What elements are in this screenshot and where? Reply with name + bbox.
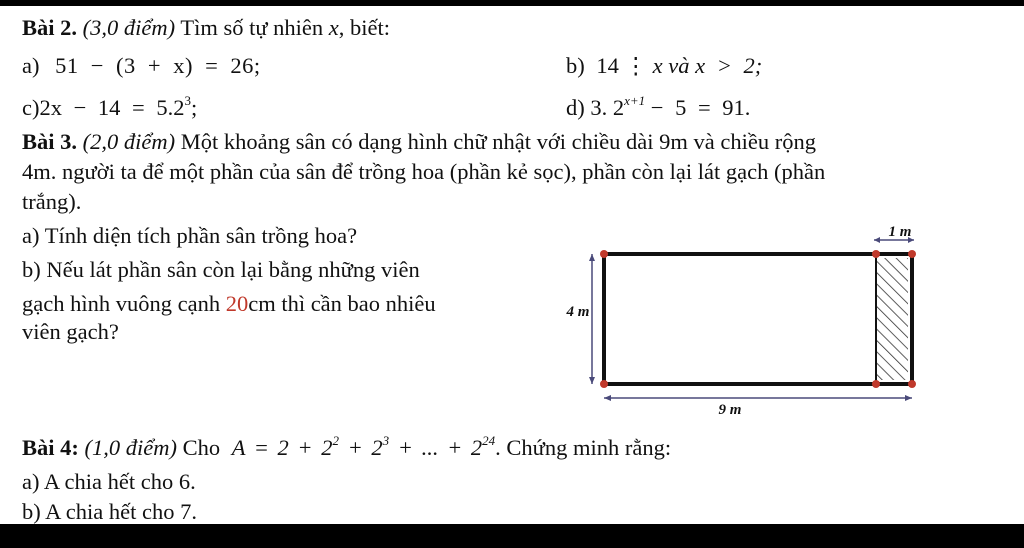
bai3-label: Bài 3. xyxy=(22,129,78,154)
corner-point xyxy=(600,250,608,258)
bai2-c-exponent: 3 xyxy=(184,93,191,108)
bai4-exp-2: 2 xyxy=(332,433,339,448)
bai2-c-end: ; xyxy=(191,95,198,120)
bai2-d-expression-start: 3. 2 xyxy=(590,95,625,120)
corner-point xyxy=(600,380,608,388)
bai2-points: (3,0 điểm) xyxy=(82,15,176,40)
bai2-d-exponent: x+1 xyxy=(624,93,646,108)
top-arrow-left xyxy=(874,237,880,243)
bai4-exp-24: 24 xyxy=(482,433,496,448)
bai4-points: (1,0 điểm) xyxy=(84,435,177,460)
left-arrow-bottom xyxy=(589,377,595,384)
bai2-part-a xyxy=(22,52,261,80)
corner-point xyxy=(872,250,880,258)
corner-point xyxy=(908,250,916,258)
bai3-part-a: a) Tính diện tích phần sân trồng hoa? xyxy=(22,223,358,248)
bai3-part-b-line3: viên gạch? xyxy=(22,319,119,344)
bai2-c-expression: 2x − 14 = 5.2 xyxy=(39,95,185,120)
bai2-d-expression-end: − 5 = 91. xyxy=(650,95,751,120)
bai2-part-b xyxy=(566,52,762,80)
bai4-title-end: . Chứng minh rằng: xyxy=(495,435,672,460)
bai2-b-divides-symbol: ⋮ xyxy=(624,53,647,78)
bai4-expression xyxy=(232,435,495,460)
bai2-text: Tìm số tự nhiên xyxy=(180,15,324,40)
document-page xyxy=(0,6,1024,524)
bai4-cho: Cho xyxy=(182,435,221,460)
bai3-b-text-pre: gạch hình vuông cạnh xyxy=(22,291,221,316)
bai2-part-d xyxy=(566,94,750,122)
bai3-line2: 4m. người ta để một phần của sân để trồng hoa (phần kẻ sọc), phần còn lại lát gạch (phần xyxy=(22,159,826,184)
bai3-b-tile-size: 20 xyxy=(225,291,249,316)
yard-figure xyxy=(548,216,928,416)
bai4-label: Bài 4: xyxy=(22,435,79,460)
bai4-exp-3: 3 xyxy=(382,433,390,448)
bai2-b-label: b) xyxy=(566,53,585,78)
label-9m: 9 m xyxy=(718,402,742,416)
bai2-a-label: a) xyxy=(22,53,40,78)
bai4-expr-plus2: + ... + 2 xyxy=(397,435,483,460)
bai2-variable: x xyxy=(328,15,339,40)
bottom-arrow-left xyxy=(604,395,611,401)
flower-strip xyxy=(876,258,908,380)
label-1m: 1 m xyxy=(888,224,912,240)
bai3-line3: trắng). xyxy=(22,189,82,214)
bai4-part-b: b) A chia hết cho 7. xyxy=(22,499,197,524)
bai2-part-c xyxy=(22,94,197,122)
bai4-expr-plus1: + 2 xyxy=(347,435,383,460)
bai3-b-text-post: cm thì cần bao nhiêu xyxy=(248,291,436,316)
bai2-b-variable: x xyxy=(652,53,663,78)
bai3-part-b-line2 xyxy=(22,290,436,318)
bottom-arrow-right xyxy=(905,395,912,401)
corner-point xyxy=(872,380,880,388)
bai3-line1: Một khoảng sân có dạng hình chữ nhật với chiều dài 9m và chiều rộng xyxy=(180,129,816,154)
bai2-title-end: , biết: xyxy=(338,15,391,40)
bai3-points: (2,0 điểm) xyxy=(82,129,176,154)
bai2-label: Bài 2. xyxy=(22,15,78,40)
bai2-b-condition: x > 2; xyxy=(695,53,763,78)
bai2-b-number: 14 xyxy=(596,53,619,78)
bai2-b-and: và xyxy=(668,53,690,78)
bai4-part-a: a) A chia hết cho 6. xyxy=(22,469,196,494)
bai3-part-b-line1: b) Nếu lát phần sân còn lại bằng những viên xyxy=(22,257,420,282)
yard-rectangle xyxy=(604,254,912,384)
bai4-expr-start: A = 2 + 2 xyxy=(231,435,333,460)
bottom-black-bar xyxy=(0,524,1024,548)
bai3-title-line xyxy=(22,128,816,156)
bai2-c-label: c) xyxy=(22,95,40,120)
bai4-title-line xyxy=(22,434,671,462)
left-arrow-top xyxy=(589,254,595,261)
corner-point xyxy=(908,380,916,388)
bai2-a-expression: 51 − (3 + x) = 26; xyxy=(55,53,261,78)
label-4m: 4 m xyxy=(566,304,590,320)
bai2-title xyxy=(22,14,390,42)
bai2-d-label: d) xyxy=(566,95,585,120)
